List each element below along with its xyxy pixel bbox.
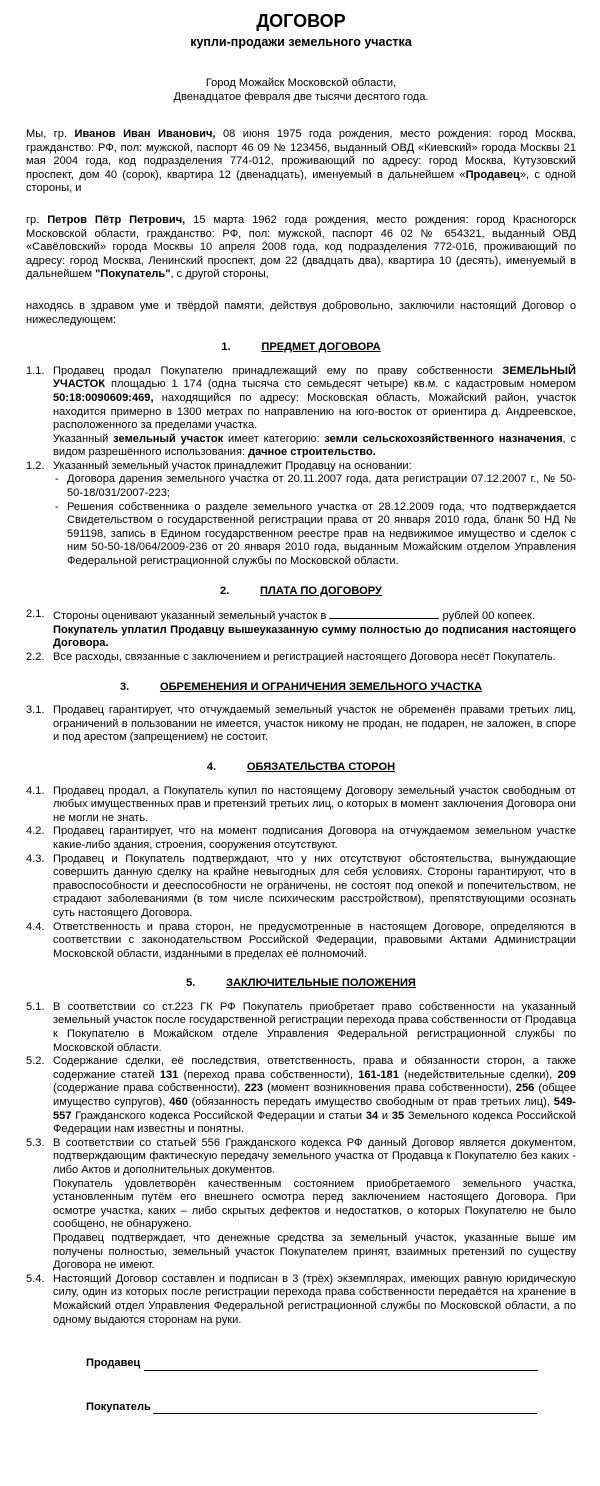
section-heading-1: 1. ПРЕДМЕТ ДОГОВОРА	[221, 341, 381, 354]
seller-name: Иванов Иван Иванович,	[74, 128, 216, 140]
place-line: Город Можайск Московской области,	[205, 77, 397, 89]
buyer-signature-row	[86, 1401, 576, 1415]
clause-4-2: 4.2. Продавец гарантирует, что на момент подписания Договора на отчуждаемом земельном участке какие-либо здания, строения, сооружения отсутствуют.	[26, 825, 576, 851]
seller-signature-line[interactable]	[144, 1360, 538, 1371]
clause-5-1: 5.1. В соответствии со ст.223 ГК РФ Покупатель приобретает право собственности на указанный земельный участок после государственной регистрации перехода права собственности от Продавца к Покупателю в Можайском отделе Управления Федеральной регистрационной службы по Московской области.	[26, 1000, 576, 1054]
seller-signature-label: Продавец	[86, 1357, 141, 1370]
section-heading-4: 4. ОБЯЗАТЕЛЬСТВА СТОРОН	[206, 760, 396, 773]
section-heading-5: 5. ЗАКЛЮЧИТЕЛЬНЫЕ ПОЛОЖЕНИЯ	[186, 977, 416, 990]
clause-2-1: 2.1. Стороны оценивают указанный земельный участок в рублей 00 копеек. Покупатель уплатил Продавцу вышеуказанную сумму полностью до подписания настоящего Договора.	[26, 608, 576, 650]
clause-4-4: 4.4. Ответственность и права сторон, не предусмотренные в настоящем Договоре, определяются в соответствии с законодательством Российской Федерации, правовыми Актами Администрации Московской области, изданными в пределах её полномочий.	[26, 920, 576, 960]
clause-3-1: 3.1. Продавец гарантирует, что отчуждаемый земельный участок не обременён правами третьих лиц, ограничений в пользовании не имеется, участок никому не продан, не подарен, не заложен, в споре и под арестом (запрещением) не состоит.	[26, 704, 576, 744]
buyer-signature-label: Покупатель	[86, 1400, 151, 1413]
list-item: - Договора дарения земельного участка от 20.11.2007 года, дата регистрации 07.12.2007 г., № 50-50-18/031/2007-223;	[55, 473, 576, 500]
place-and-date	[26, 76, 576, 104]
document-subtitle: купли-продажи земельного участка	[190, 35, 412, 49]
clause-5-3: 5.3. В соответствии со статьей 556 Гражданского кодекса РФ данный Договор является документом, подтверждающим фактическую передачу земельного участка от Продавца к Покупателю без каких - либо Актов и дополнительных документов. Покупатель удовлетворён качественным состоянием приобретаемого земельного участка, установленным путём его внешнего осмотра перед заключением настоящего Договора. При осмотре участка, каких – либо скрытых дефектов и недостатков, о которых Покупателю не было сообщено, не обнаружено. Продавец подтверждает, что денежные средства за земельный участок, указанные выше им получены полностью, земельный участок Покупателем принят, взаимных претензий по существу Договора не имеют.	[26, 1136, 576, 1272]
clause-4-1: 4.1. Продавец продал, а Покупатель купил по настоящему Договору земельный участок свободным от любых имущественных прав и претензий третьих лиц, о которых в момент заключения Договора они не могли не знать.	[26, 784, 576, 824]
clause-4-3: 4.3. Продавец и Покупатель подтверждают, что у них отсутствуют обстоятельства, вынуждающие совершить данную сделку на крайне невыгодных для себя условиях. Стороны гарантируют, что в правоспособности и дееспособности не ограничены, не состоят под опекой и попечительством, не страдают заболеваниями (в том числе психическим расстройством), препятствующими осознать суть настоящего Договора.	[26, 852, 576, 919]
clause-1-2: 1.2. Указанный земельный участок принадлежит Продавцу на основании: - Договора дарения земельного участка от 20.11.2007 года, дата регистрации 07.12.2007 г., № 50-50-18/031/2007-223; - Решения собственника о разделе земельного участка от 28.12.2009 года, что подтверждается Свидетельством о государственной регистрации права от 20 января 2010 года, бланк 50 НД № 591198, запись в Едином государственном реестре прав на недвижимое имущество и сделок с ним 50-50-18/064/2009-236 от 20 января 2010 года, выданным Можайским отделом Управления Федеральной регистрационной службы по Московской области.	[26, 459, 576, 568]
list-item: - Решения собственника о разделе земельного участка от 28.12.2009 года, что подтверждается Свидетельством о государственной регистрации права от 20 января 2010 года, бланк 50 НД № 591198, запись в Едином государственном реестре прав на недвижимое имущество и сделок с ним 50-50-18/064/2009-236 от 20 января 2010 года, выданным Можайским отделом Управления Федеральной регистрационной службы по Московской области.	[55, 500, 576, 568]
document-title: ДОГОВОР	[256, 11, 346, 31]
buyer-name: Петров Пётр Петрович,	[47, 213, 186, 226]
clause-5-4: 5.4. Настоящий Договор составлен и подписан в 3 (трёх) экземплярах, имеющих равную юридическую силу, один из которых после регистрации перехода права собственности передаётся на хранение в Можайский отдел Управления Федеральной регистрационной службы по Московской области, а по одному выдаются сторонам на руки.	[26, 1272, 576, 1326]
date-line: Двенадцатое февраля две тысячи десятого года.	[173, 91, 429, 103]
buyer-role: "Покупатель"	[95, 268, 171, 281]
buyer-paragraph: гр. Петров Пётр Петрович, 15 марта 1962 года рождения, место рождения: город Красногорск Московской области, гражданство: РФ, пол: мужской, паспорт 46 02 № 654321, выданный ОВД «Савёловский» города Москвы 10 апреля 2008 года, код подразделения 772-016, проживающий по адресу: город Москва, Ленинский проспект, дом 22 (двадцать два), квартира 10 (десять), именуемый в дальнейшем "Покупатель", с другой стороны,	[26, 213, 577, 281]
seller-signature-row	[86, 1357, 576, 1371]
clause-2-2: 2.2. Все расходы, связанные с заключением и регистрацией настоящего Договора несёт Покупатель.	[26, 651, 556, 663]
section-heading-3: 3. ОБРЕМЕНЕНИЯ И ОГРАНИЧЕНИЯ ЗЕМЕЛЬНОГО УЧАСТКА	[119, 680, 483, 693]
price-blank-field[interactable]	[329, 608, 439, 619]
preamble: находясь в здравом уме и твёрдой памяти, действуя добровольно, заключили настоящий Договор о нижеследующем:	[26, 299, 576, 326]
section-heading-2: 2. ПЛАТА ПО ДОГОВОРУ	[220, 584, 382, 597]
clause-1-1: 1.1. Продавец продал Покупателю принадлежащий ему по праву собственности ЗЕМЕЛЬНЫЙ УЧАСТОК площадью 1 174 (одна тысяча сто семьдесят четыре) кв.м. с кадастровым номером 50:18:0090609:469, находящийся по адресу: Московская область, Можайский район, участок находится примерно в 1300 метрах по направлению на юго-восток от ориентира д. Андреевское, расположенного за пределами участка. Указанный земельный участок имеет категорию: земли сельскохозяйственного назначения, с видом разрешённого использования: дачное строительство.	[26, 364, 576, 459]
seller-paragraph: Мы, гр. Иванов Иван Иванович, 08 июня 1975 года рождения, место рождения: город Москва, гражданство: РФ, пол: мужской, паспорт 46 09 № 123456, выданный ОВД «Киевский» города Москвы 21 мая 2004 года, код подразделения 774-012, проживающий по адресу: город Москва, Кутузовский проспект, дом 40 (сорок), квартира 12 (двенадцать), именуемый в дальнейшем «Продавец», с одной стороны, и	[26, 128, 577, 195]
buyer-signature-line[interactable]	[153, 1403, 537, 1414]
seller-role: Продавец	[465, 168, 520, 181]
clause-5-2: 5.2. Содержание сделки, её последствия, ответственность, права и обязанности сторон, а также содержание статей 131 (переход права собственности), 161-181 (недействительные сделки), 209 (содержание права собственности), 223 (момент возникновения права собственности), 256 (общее имущество супругов), 460 (обязанность передать имущество свободным от прав третьих лиц), 549-557 Гражданского кодекса Российской Федерации и статьи 34 и 35 Земельного кодекса Российской Федерации нам известны и понятны.	[26, 1055, 576, 1136]
